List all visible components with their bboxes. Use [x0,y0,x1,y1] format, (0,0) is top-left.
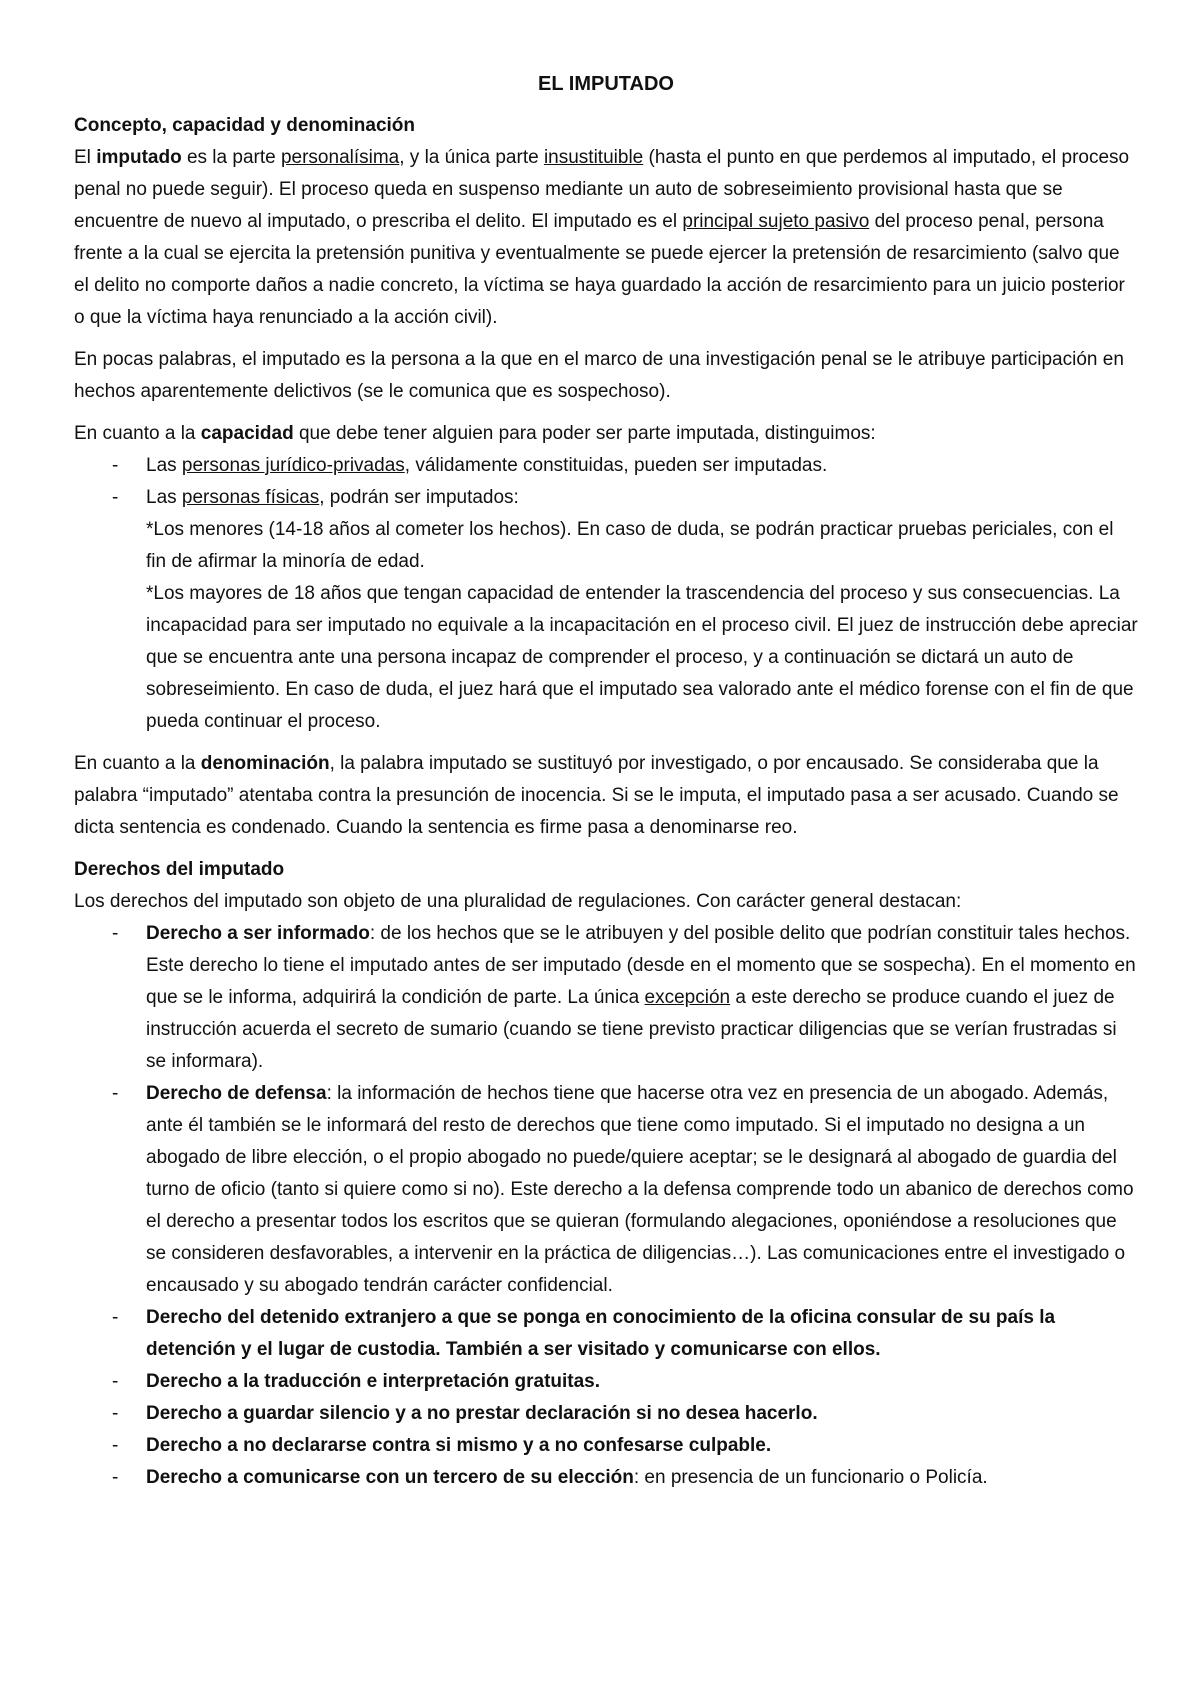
text: El [74,147,97,168]
underlined-term: personalísima [280,147,400,168]
bold-term: Derecho del detenido extranjero a que se ponga en conocimiento de la oficina consular de su país la detención y el lugar de custodia. También a ser visitado y comunicarse con ellos. [146,1307,1056,1360]
text: a este derecho se produce cuando el juez de instrucción acuerda el secreto de sumario (cuando se tiene previsto practicar diligencias que se verían frustradas si se informara). [146,987,1117,1072]
list-item [74,450,1138,482]
text: es la parte [181,147,281,168]
text: : de los hechos que se le atribuyen y del posible delito que podrían constituir tales hechos. Este derecho lo tiene el imputado antes de ser imputado (desde en el momento que se sospecha). En el momento en que se le informa, adquirirá la condición de parte. La única [146,923,1136,1008]
bold-term: capacidad [200,423,294,444]
list-item [74,1302,1138,1366]
text: , válidamente constituidas, pueden ser imputadas. [404,455,828,476]
paragraph-concepto [74,142,1138,334]
derechos-list [74,918,1138,1494]
text: Las [146,455,182,476]
document-page [74,70,1138,1504]
bold-term: Derecho a guardar silencio y a no prestar declaración si no desea hacerlo. [146,1403,818,1424]
underlined-term: principal sujeto pasivo [682,211,870,232]
bold-term: imputado [96,147,182,168]
bold-term: Derecho a la traducción e interpretación gratuitas. [146,1371,601,1392]
text: , y la única parte [399,147,544,168]
bold-term: denominación [200,753,330,774]
text: del proceso penal, persona frente a la cual se ejercita la pretensión punitiva y eventualmente se puede ejercer la pretensión de resarcimiento (salvo que el delito no comporte daños a nadie concreto, la víctima se haya guardado la acción de resarcimiento para un juicio posterior o que la víctima haya renunciado a la acción civil). [74,211,1125,328]
text: : en presencia de un funcionario o Policía. [633,1467,988,1488]
text: (hasta el punto en que perdemos al imputado, el proceso penal no puede seguir). El proceso queda en suspenso mediante un auto de sobreseimiento provisional hasta que se encuentre de nuevo al imputado, o prescriba el delito. El imputado es el [74,147,1130,232]
list-item [74,482,1138,514]
underlined-term: personas jurídico-privadas [181,455,405,476]
bold-term: Derecho a no declararse contra si mismo y a no confesarse culpable. [146,1435,772,1456]
text: que debe tener alguien para poder ser parte imputada, distinguimos: [293,423,876,444]
underlined-term: insustituible [543,147,644,168]
list-item [74,918,1138,1078]
list-item [74,1398,1138,1430]
text: En cuanto a la [74,753,201,774]
bold-term: Derecho de defensa [146,1083,327,1104]
list-item [74,1078,1138,1302]
list-item [74,1430,1138,1462]
text: , podrán ser imputados: [319,487,519,508]
text: , la palabra imputado se sustituyó por investigado, o por encausado. Se consideraba que la palabra “imputado” atentaba contra la presunción de inocencia. Si se le imputa, el imputado pasa a ser acusado. Cuando se dicta sentencia es condenado. Cuando la sentencia es firme pasa a denominarse reo. [74,753,1119,838]
sub-item-mayores: *Los mayores de 18 años que tengan capacidad de entender la trascendencia del proceso y sus consecuencias. La incapacidad para ser imputado no equivale a la incapacitación en el proceso civil. El juez de instrucción debe apreciar que se encuentra ante una persona incapaz de comprender el proceso, y a continuación se dictará un auto de sobreseimiento. En caso de duda, el juez hará que el imputado sea valorado ante el médico forense con el fin de que pueda continuar el proceso. [146,583,1138,732]
text: : la información de hechos tiene que hacerse otra vez en presencia de un abogado. Además, ante él también se le informará del resto de derechos que tiene como imputado. Si el imputado no designa a un abogado de libre elección, o el propio abogado no puede/quiere aceptar; se le designará al abogado de guardia del turno de oficio (tanto si quiere como si no). Este derecho a la defensa comprende todo un abanico de derechos como el derecho a presentar todos los escritos que se quieran (formulando alegaciones, oponiéndose a resoluciones que se consideren desfavorables, a intervenir en la práctica de diligencias…). Las comunicaciones entre el investigado o encausado y su abogado tendrán carácter confidencial. [146,1083,1134,1296]
list-item [74,1462,1138,1494]
bold-term: Derecho a ser informado [146,923,370,944]
text: En cuanto a la [74,423,201,444]
underlined-term: excepción [644,987,731,1008]
paragraph-pocas-palabras: En pocas palabras, el imputado es la persona a la que en el marco de una investigación penal se le atribuye participación en hechos aparentemente delictivos (se le comunica que es sospechoso). [74,349,1124,402]
section-heading-derechos: Derechos del imputado [74,859,285,880]
section-heading-concepto: Concepto, capacidad y denominación [74,115,416,136]
sub-item-menores: *Los menores (14-18 años al cometer los hechos). En caso de duda, se podrán practicar pruebas periciales, con el fin de afirmar la minoría de edad. [146,519,1114,572]
text: Las [146,487,182,508]
underlined-term: personas físicas [181,487,320,508]
paragraph-derechos-intro: Los derechos del imputado son objeto de una pluralidad de regulaciones. Con carácter general destacan: [74,891,962,912]
paragraph-denominacion [74,748,1138,844]
list-item [74,1366,1138,1398]
bold-term: Derecho a comunicarse con un tercero de su elección [146,1467,634,1488]
document-title: EL IMPUTADO [538,73,674,95]
paragraph-capacidad [74,418,1138,450]
capacidad-list [74,450,1138,738]
